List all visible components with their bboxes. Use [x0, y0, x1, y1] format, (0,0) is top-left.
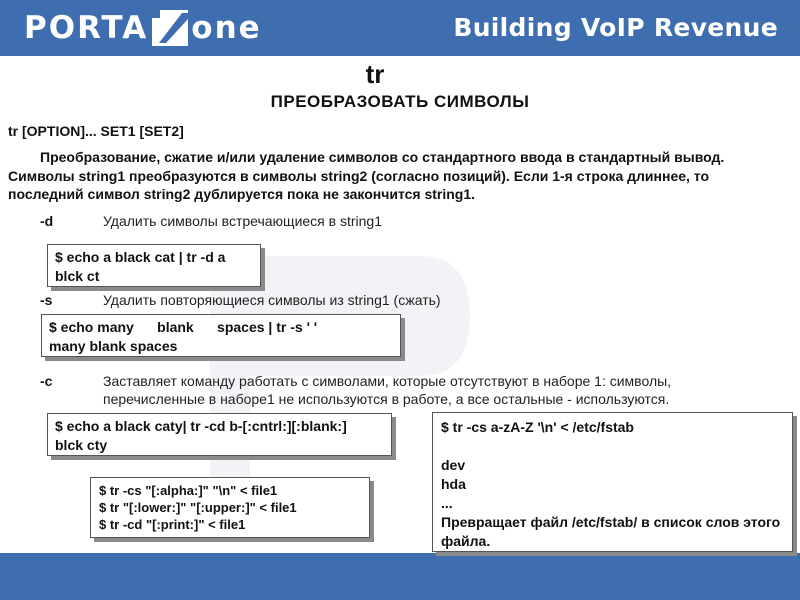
example-line: many blank spaces: [49, 338, 178, 354]
example-line: $ tr "[:lower:]" "[:upper:]" < file1: [99, 500, 297, 515]
tagline: Building VoIP Revenue: [453, 13, 778, 42]
example-squeeze-box: [41, 314, 401, 357]
example-delete-box: [47, 244, 261, 287]
example-line: $ echo a black cat | tr -d a: [55, 249, 226, 265]
example-line: blck ct: [55, 268, 100, 284]
header-banner: [0, 0, 800, 56]
logo-mark-icon: [152, 10, 188, 46]
example-note: Превращает файл /etc/fstab/ в список слов этого файла.: [441, 514, 781, 549]
portaone-logo: [24, 8, 262, 48]
example-line: $ tr -cs "[:alpha:]" "\n" < file1: [99, 483, 278, 498]
example-command: $ tr -cs a-zA-Z '\n' < /etc/fstab: [441, 419, 634, 435]
page-title: tr: [365, 59, 385, 89]
option-flag-s: -s: [40, 292, 53, 308]
page-subtitle: ПРЕОБРАЗОВАТЬ СИМВОЛЫ: [270, 92, 530, 111]
blank-line: [441, 437, 792, 456]
example-output-line: ...: [441, 495, 453, 511]
option-desc-c-line2: перечисленные в наборе1 не используются в работе, а все остальные - используются.: [103, 391, 670, 407]
example-line: $ tr -cd "[:print:]" < file1: [99, 517, 246, 532]
example-fstab-box: [432, 412, 793, 552]
example-line: $ echo a black caty| tr -cd b-[:cntrl:][:blank:]: [55, 418, 347, 434]
description-text: Преобразование, сжатие и/или удаление символов со стандартного ввода в стандартный вывод. Символы string1 преобразуются в символы string2 (согласно позиций). Если 1-я строка длиннее, то последний символ string2 дублируется пока не закончится string1.: [8, 149, 725, 202]
example-classes-box: [90, 477, 370, 538]
logo-text-porta: PORTA: [24, 10, 149, 46]
option-flag-c: -c: [40, 373, 53, 389]
option-flag-d: -d: [40, 213, 54, 229]
example-line: $ echo many blank spaces | tr -s ' ': [49, 319, 318, 335]
command-description: [8, 148, 768, 204]
example-output-line: dev: [441, 457, 466, 473]
command-synopsis: tr [OPTION]... SET1 [SET2]: [8, 123, 184, 139]
option-desc-d: Удалить символы встречающиеся в string1: [103, 213, 382, 229]
example-output-line: hda: [441, 476, 466, 492]
footer-band: [0, 553, 800, 600]
logo-text-one: one: [191, 10, 262, 46]
example-complement-box: [47, 413, 392, 456]
option-desc-s: Удалить повторяющиеся символы из string1 (сжать): [103, 292, 441, 308]
option-desc-c-line1: Заставляет команду работать с символами, которые отсутствуют в наборе 1: символы,: [103, 373, 672, 389]
example-line: blck cty: [55, 437, 108, 453]
